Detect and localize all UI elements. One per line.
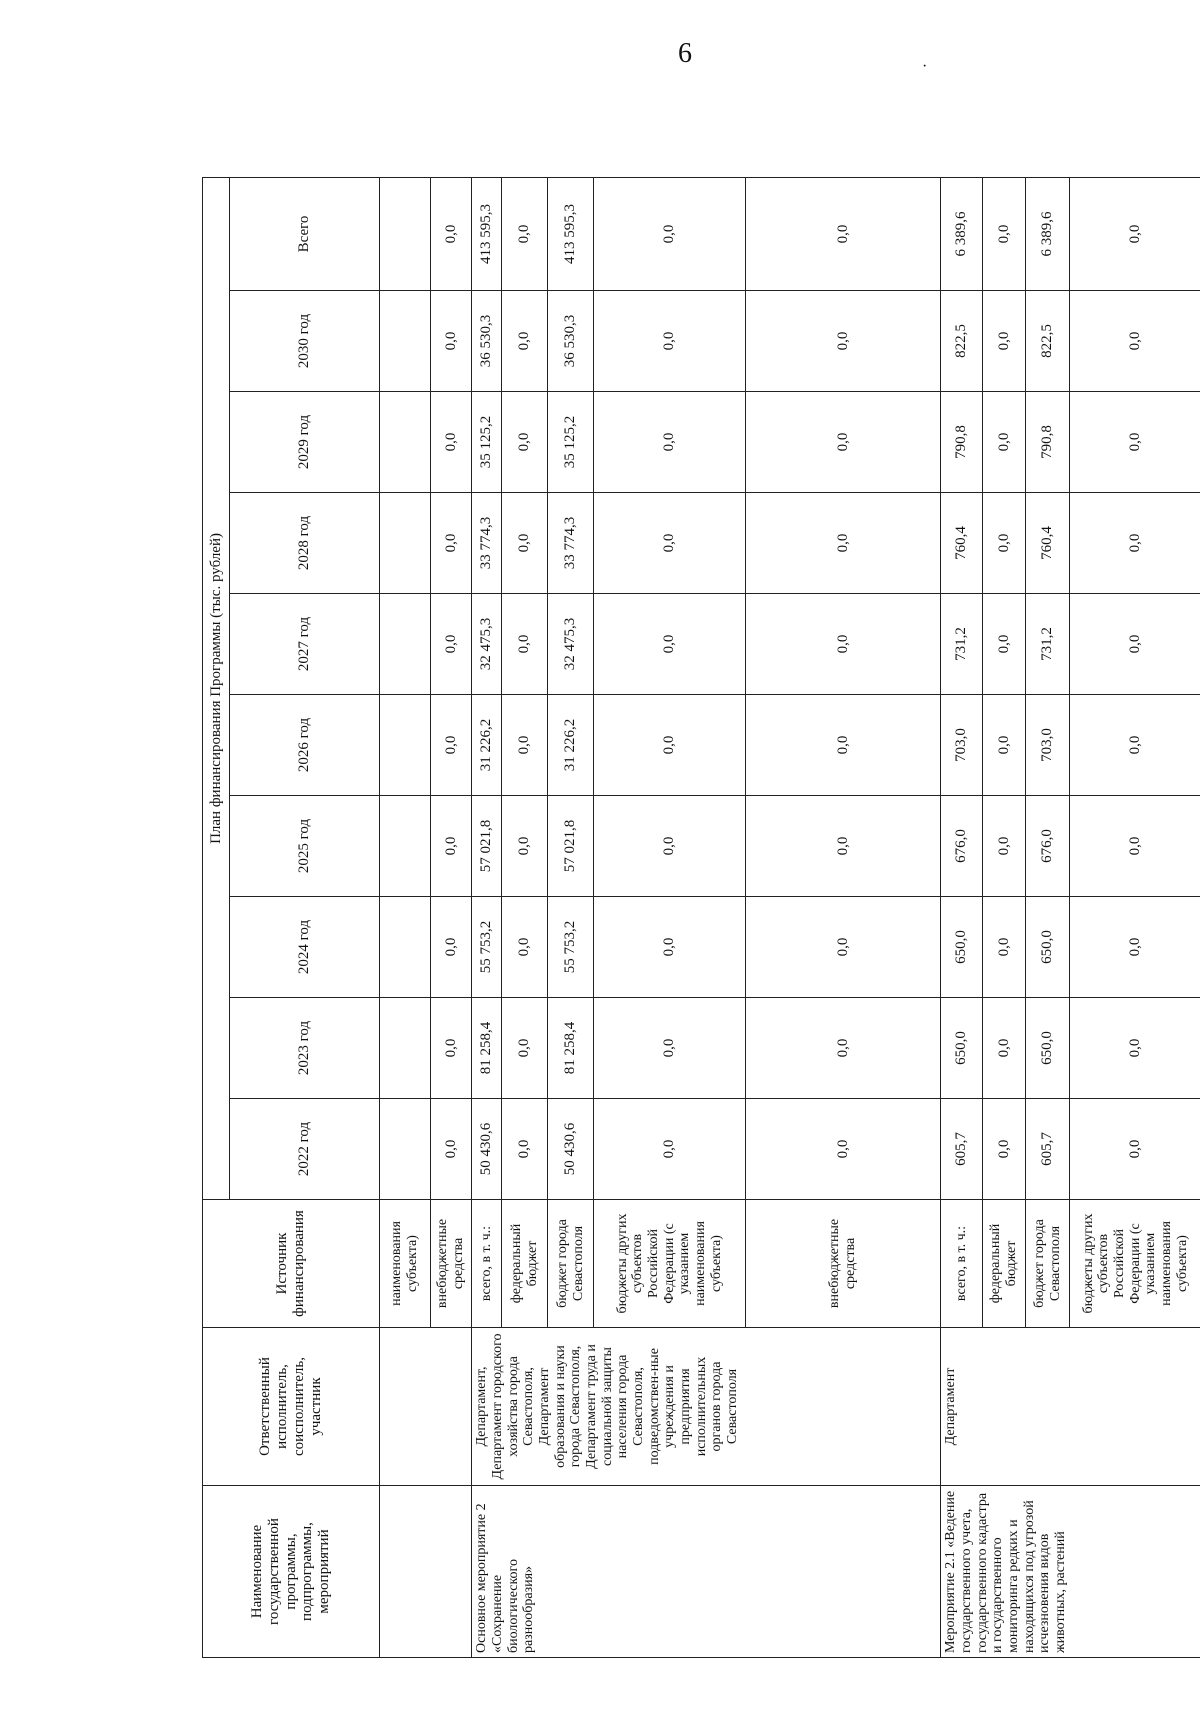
value-cell: 0,0 <box>982 291 1026 392</box>
value-cell: 0,0 <box>502 796 548 897</box>
value-cell: 35 125,2 <box>548 392 594 493</box>
value-cell <box>380 291 431 392</box>
value-cell: 0,0 <box>745 998 940 1099</box>
rotated-table-wrapper <box>202 178 1200 1658</box>
value-cell: 703,0 <box>941 695 982 796</box>
value-cell: 33 774,3 <box>472 493 502 594</box>
value-cell: 0,0 <box>594 291 746 392</box>
value-cell: 0,0 <box>594 998 746 1099</box>
value-cell: 650,0 <box>1026 897 1070 998</box>
value-cell <box>380 897 431 998</box>
row-name: Основное мероприятие 2 «Сохранение биологического разнообразия» <box>472 1486 941 1658</box>
value-cell: 0,0 <box>594 177 746 290</box>
value-cell: 676,0 <box>1026 796 1070 897</box>
funding-source: наименования субъекта) <box>380 1200 431 1328</box>
row-executor: Департамент, Департамент городского хозяйства города Севастополя, Департамент образования и науки города Севастополя, Департамент труда и социальной защиты населения города Севастополя, подведомствен-ные учреждения и предприятия исполнительных органов города Севастополя <box>472 1328 941 1486</box>
value-cell: 0,0 <box>1070 897 1200 998</box>
value-cell: 0,0 <box>430 695 472 796</box>
value-cell: 676,0 <box>941 796 982 897</box>
table-body <box>380 177 1200 1657</box>
value-cell: 413 595,3 <box>472 177 502 290</box>
value-cell: 0,0 <box>430 291 472 392</box>
value-cell: 0,0 <box>982 1099 1026 1200</box>
header-year: 2028 год <box>230 493 380 594</box>
funding-source: бюджеты других субъектов Российской Федерации (с указанием наименования субъекта) <box>594 1200 746 1328</box>
header-year: 2025 год <box>230 796 380 897</box>
value-cell: 0,0 <box>1070 998 1200 1099</box>
value-cell: 31 226,2 <box>472 695 502 796</box>
header-year: 2029 год <box>230 392 380 493</box>
value-cell: 36 530,3 <box>548 291 594 392</box>
value-cell: 0,0 <box>430 998 472 1099</box>
value-cell: 0,0 <box>594 796 746 897</box>
value-cell: 0,0 <box>745 1099 940 1200</box>
value-cell: 0,0 <box>745 897 940 998</box>
header-year: 2026 год <box>230 695 380 796</box>
value-cell: 0,0 <box>502 493 548 594</box>
value-cell <box>380 177 431 290</box>
value-cell: 0,0 <box>430 493 472 594</box>
value-cell: 57 021,8 <box>548 796 594 897</box>
header-plan: План финансирования Программы (тыс. рублей) <box>203 177 230 1199</box>
row-executor: Департамент <box>941 1328 1200 1486</box>
value-cell: 0,0 <box>594 695 746 796</box>
value-cell: 0,0 <box>502 177 548 290</box>
value-cell <box>380 594 431 695</box>
value-cell <box>380 796 431 897</box>
funding-source: внебюджетные средства <box>745 1200 940 1328</box>
value-cell <box>380 998 431 1099</box>
row-name: Мероприятие 2.1 «Ведение государственного учета, государственного кадастра и государственного мониторинга редких и находящихся под угрозой исчезновения видов животных, растений <box>941 1486 1200 1658</box>
value-cell: 31 226,2 <box>548 695 594 796</box>
value-cell: 0,0 <box>982 392 1026 493</box>
value-cell: 605,7 <box>941 1099 982 1200</box>
value-cell: 0,0 <box>430 796 472 897</box>
value-cell: 0,0 <box>745 695 940 796</box>
value-cell: 0,0 <box>1070 177 1200 290</box>
value-cell: 605,7 <box>1026 1099 1070 1200</box>
funding-source: федеральный бюджет <box>982 1200 1026 1328</box>
value-cell: 6 389,6 <box>1026 177 1070 290</box>
value-cell <box>380 1099 431 1200</box>
value-cell: 32 475,3 <box>548 594 594 695</box>
value-cell: 0,0 <box>430 1099 472 1200</box>
value-cell: 0,0 <box>982 897 1026 998</box>
row-executor <box>380 1328 472 1486</box>
value-cell <box>380 695 431 796</box>
header-name: Наименование государственной программы, подпрограммы, мероприятий <box>203 1486 380 1658</box>
funding-source: всего, в т. ч.: <box>941 1200 982 1328</box>
value-cell: 36 530,3 <box>472 291 502 392</box>
value-cell: 0,0 <box>1070 392 1200 493</box>
funding-source: федеральный бюджет <box>502 1200 548 1328</box>
header-year: 2023 год <box>230 998 380 1099</box>
value-cell: 0,0 <box>502 998 548 1099</box>
value-cell: 0,0 <box>1070 594 1200 695</box>
value-cell: 760,4 <box>1026 493 1070 594</box>
value-cell: 0,0 <box>745 177 940 290</box>
financing-plan-table <box>202 177 1200 1658</box>
header-year: 2022 год <box>230 1099 380 1200</box>
value-cell: 0,0 <box>430 897 472 998</box>
value-cell: 790,8 <box>1026 392 1070 493</box>
value-cell: 81 258,4 <box>548 998 594 1099</box>
funding-source: бюджет города Севастополя <box>1026 1200 1070 1328</box>
value-cell: 0,0 <box>594 1099 746 1200</box>
value-cell: 50 430,6 <box>548 1099 594 1200</box>
value-cell: 0,0 <box>430 177 472 290</box>
funding-source: бюджет города Севастополя <box>548 1200 594 1328</box>
value-cell: 0,0 <box>1070 493 1200 594</box>
value-cell: 650,0 <box>941 897 982 998</box>
value-cell: 0,0 <box>594 493 746 594</box>
value-cell: 731,2 <box>941 594 982 695</box>
value-cell: 0,0 <box>1070 1099 1200 1200</box>
value-cell: 0,0 <box>502 1099 548 1200</box>
value-cell: 790,8 <box>941 392 982 493</box>
value-cell: 0,0 <box>594 594 746 695</box>
value-cell: 0,0 <box>1070 291 1200 392</box>
value-cell: 703,0 <box>1026 695 1070 796</box>
value-cell: 650,0 <box>1026 998 1070 1099</box>
table-row <box>380 177 431 1657</box>
value-cell: 0,0 <box>502 392 548 493</box>
value-cell: 822,5 <box>1026 291 1070 392</box>
page-number: 6 <box>678 38 692 69</box>
stray-dot: · <box>922 58 928 75</box>
value-cell: 32 475,3 <box>472 594 502 695</box>
value-cell: 0,0 <box>1070 695 1200 796</box>
header-year: 2030 год <box>230 291 380 392</box>
header-year: Всего <box>230 177 380 290</box>
value-cell: 0,0 <box>502 291 548 392</box>
value-cell: 55 753,2 <box>548 897 594 998</box>
header-year: 2027 год <box>230 594 380 695</box>
value-cell: 0,0 <box>745 594 940 695</box>
value-cell: 0,0 <box>982 796 1026 897</box>
value-cell: 822,5 <box>941 291 982 392</box>
value-cell: 35 125,2 <box>472 392 502 493</box>
value-cell: 0,0 <box>502 594 548 695</box>
header-executor: Ответственный исполнитель, соисполнитель, участник <box>203 1328 380 1486</box>
value-cell: 0,0 <box>594 897 746 998</box>
value-cell: 0,0 <box>502 897 548 998</box>
value-cell: 0,0 <box>745 392 940 493</box>
value-cell: 0,0 <box>982 493 1026 594</box>
table-row <box>472 177 502 1657</box>
value-cell: 0,0 <box>982 695 1026 796</box>
value-cell: 0,0 <box>502 695 548 796</box>
funding-source: бюджеты других субъектов Российской Федерации (с указанием наименования субъекта) <box>1070 1200 1200 1328</box>
value-cell: 0,0 <box>745 796 940 897</box>
value-cell <box>380 493 431 594</box>
value-cell: 0,0 <box>982 177 1026 290</box>
table-row <box>941 177 982 1657</box>
header-year: 2024 год <box>230 897 380 998</box>
value-cell: 0,0 <box>594 392 746 493</box>
value-cell: 55 753,2 <box>472 897 502 998</box>
value-cell: 760,4 <box>941 493 982 594</box>
funding-source: внебюджетные средства <box>430 1200 472 1328</box>
value-cell: 0,0 <box>1070 796 1200 897</box>
value-cell: 57 021,8 <box>472 796 502 897</box>
row-name <box>380 1486 472 1658</box>
value-cell: 33 774,3 <box>548 493 594 594</box>
header-source: Источник финансирования <box>203 1200 380 1328</box>
value-cell: 413 595,3 <box>548 177 594 290</box>
value-cell: 81 258,4 <box>472 998 502 1099</box>
value-cell: 0,0 <box>982 594 1026 695</box>
value-cell: 0,0 <box>982 998 1026 1099</box>
value-cell: 0,0 <box>745 493 940 594</box>
value-cell: 731,2 <box>1026 594 1070 695</box>
value-cell: 0,0 <box>430 392 472 493</box>
value-cell: 0,0 <box>430 594 472 695</box>
value-cell <box>380 392 431 493</box>
value-cell: 0,0 <box>745 291 940 392</box>
value-cell: 6 389,6 <box>941 177 982 290</box>
value-cell: 50 430,6 <box>472 1099 502 1200</box>
funding-source: всего, в т. ч.: <box>472 1200 502 1328</box>
value-cell: 650,0 <box>941 998 982 1099</box>
